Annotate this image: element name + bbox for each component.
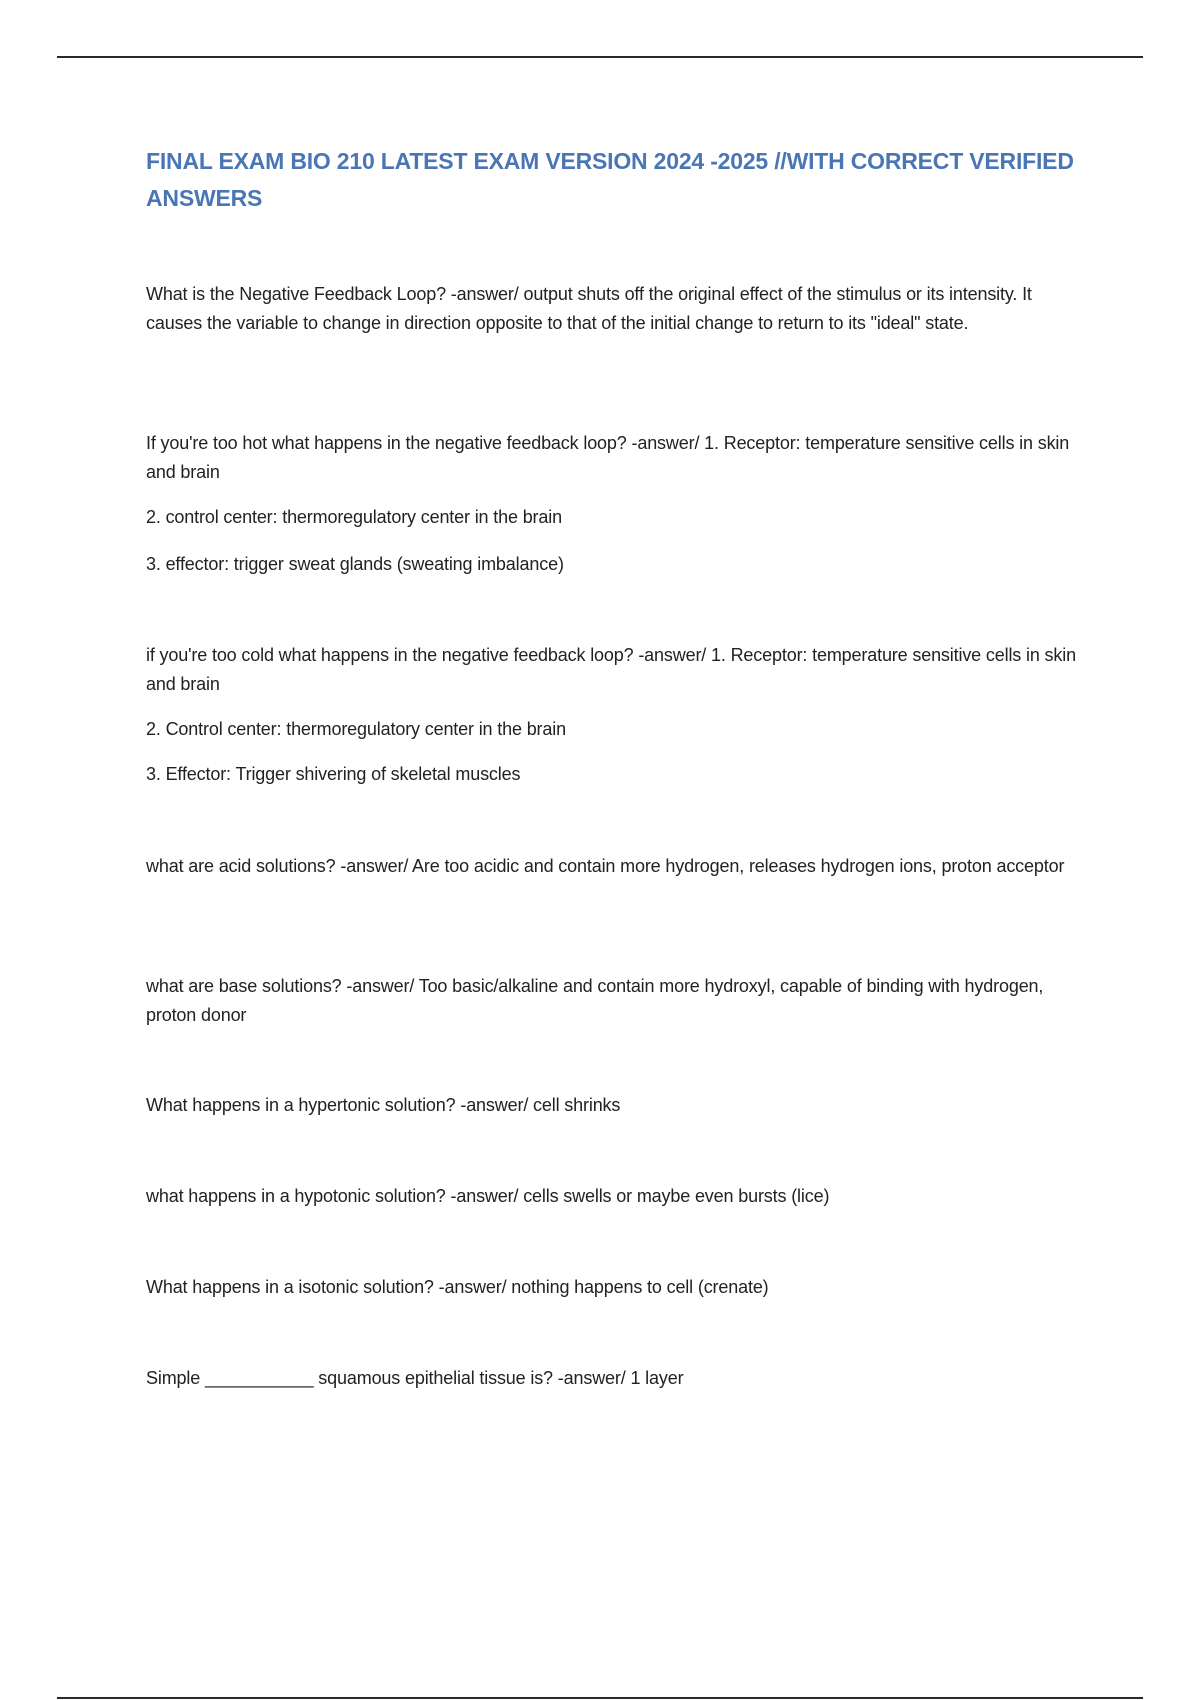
header-rule [57, 56, 1143, 58]
qa-acid-solutions: what are acid solutions? -answer/ Are too acidic and contain more hydrogen, releases hydrogen ions, proton acceptor [146, 856, 1065, 876]
footer-rule [57, 1697, 1143, 1699]
qa-too-cold-step-3: 3. Effector: Trigger shivering of skeletal muscles [146, 764, 521, 784]
qa-base-solutions: what are base solutions? -answer/ Too basic/alkaline and contain more hydroxyl, capable of binding with hydrogen, proton donor [146, 976, 1044, 1025]
qa-too-hot: If you're too hot what happens in the negative feedback loop? -answer/ 1. Receptor: temperature sensitive cells in skin and brain [146, 433, 1070, 482]
qa-too-cold: if you're too cold what happens in the negative feedback loop? -answer/ 1. Receptor: temperature sensitive cells in skin and brain [146, 645, 1076, 694]
qa-simple-squamous-epithelial: Simple ___________ squamous epithelial tissue is? -answer/ 1 layer [146, 1368, 684, 1388]
document-title: FINAL EXAM BIO 210 LATEST EXAM VERSION 2024 -2025 //WITH CORRECT VERIFIED ANSWERS [146, 148, 1074, 211]
qa-too-hot-step-2: 2. control center: thermoregulatory center in the brain [146, 507, 562, 527]
qa-isotonic-solution: What happens in a isotonic solution? -answer/ nothing happens to cell (crenate) [146, 1277, 769, 1297]
qa-hypertonic-solution: What happens in a hypertonic solution? -answer/ cell shrinks [146, 1095, 621, 1115]
qa-too-cold-step-2: 2. Control center: thermoregulatory center in the brain [146, 719, 566, 739]
qa-hypotonic-solution: what happens in a hypotonic solution? -answer/ cells swells or maybe even bursts (lice) [146, 1186, 830, 1206]
qa-too-hot-step-3: 3. effector: trigger sweat glands (sweating imbalance) [146, 554, 564, 574]
qa-negative-feedback-loop: What is the Negative Feedback Loop? -answer/ output shuts off the original effect of the stimulus or its intensity. It causes the variable to change in direction opposite to that of the initial change to return to its "ideal" state. [146, 284, 1032, 333]
